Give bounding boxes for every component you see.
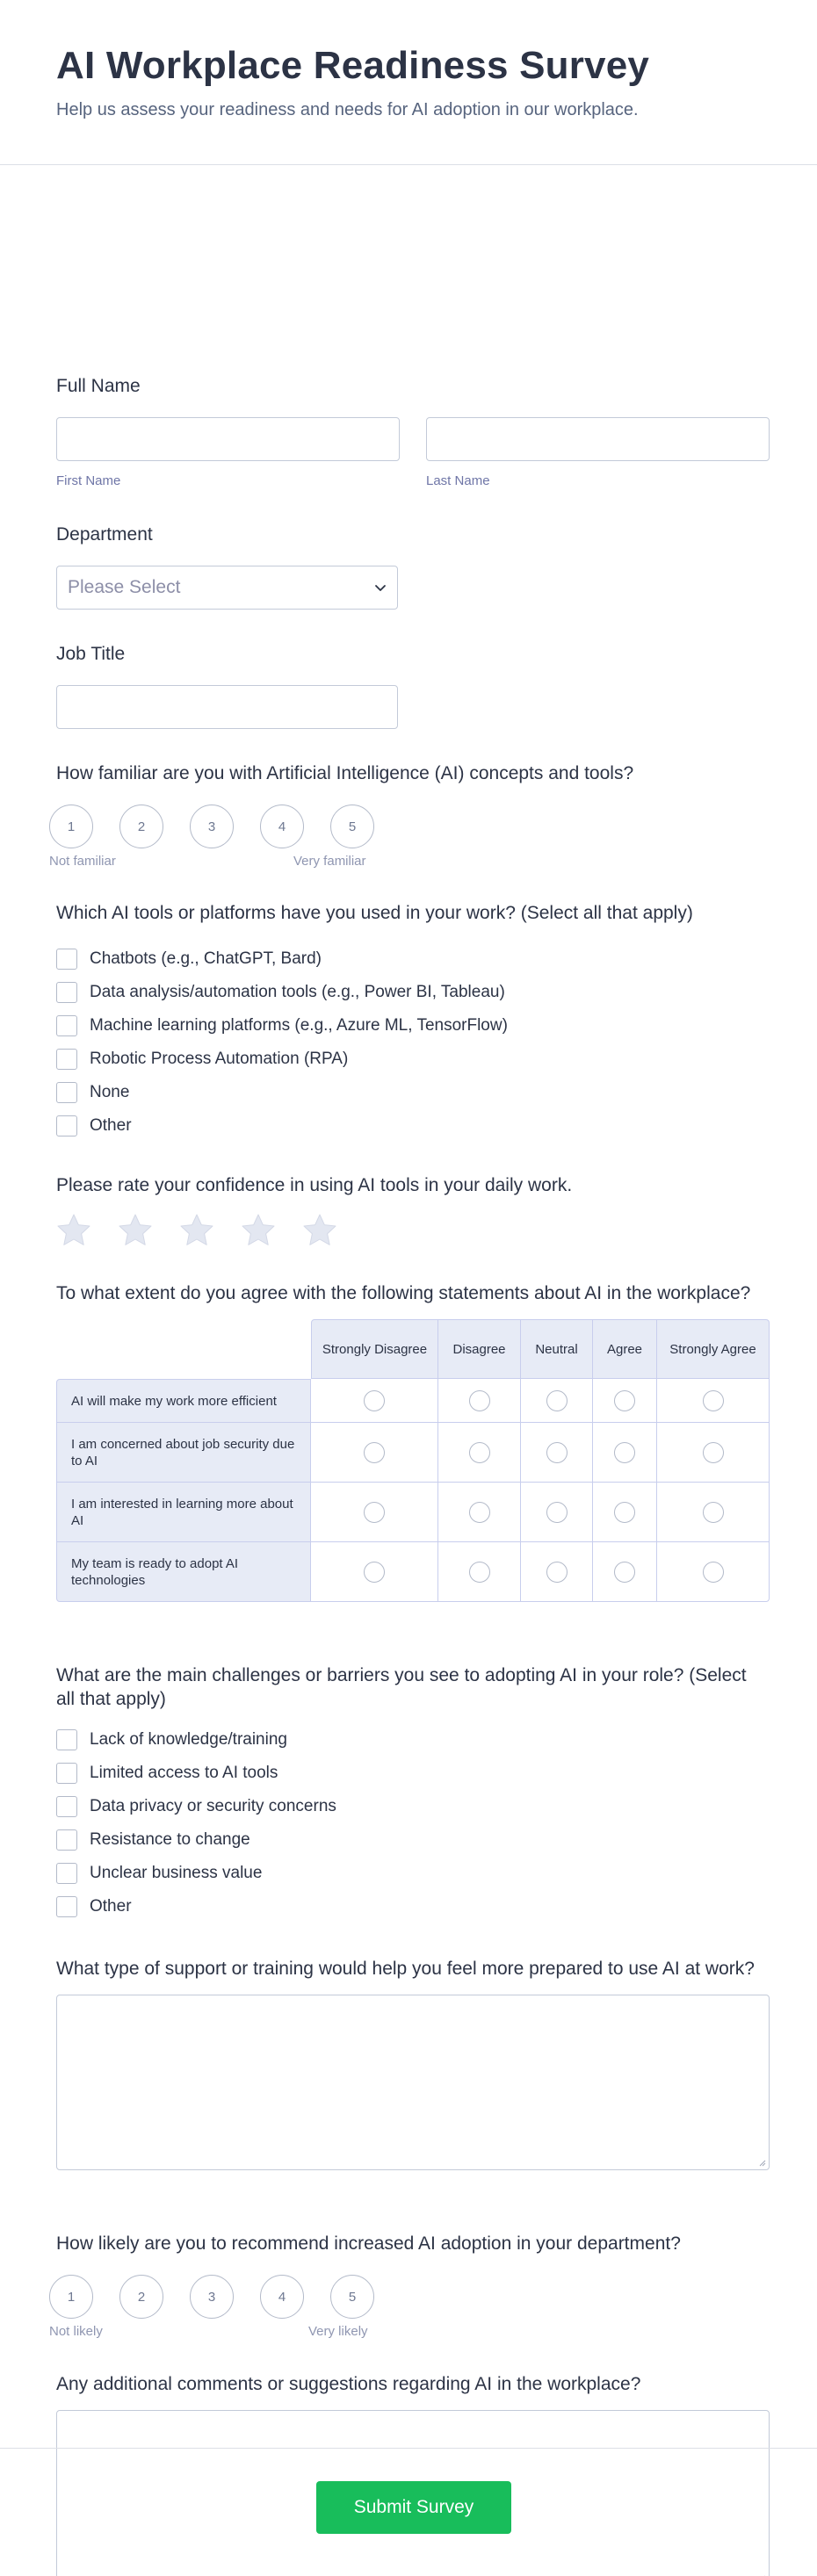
checkbox-option[interactable]: Data privacy or security concerns	[56, 1790, 770, 1823]
checkbox[interactable]	[56, 1049, 77, 1070]
familiarity-label: How familiar are you with Artificial Intelligence (AI) concepts and tools?	[56, 763, 634, 783]
challenges-label: What are the main challenges or barriers you see to adopting AI in your role? (Select all that apply)	[56, 1665, 747, 1709]
radio-button[interactable]	[364, 1562, 385, 1583]
matrix-row-label: My team is ready to adopt AI technologies	[56, 1542, 311, 1602]
matrix-row-label: I am concerned about job security due to AI	[56, 1423, 311, 1483]
checkbox[interactable]	[56, 982, 77, 1003]
matrix-row-label: I am interested in learning more about AI	[56, 1483, 311, 1542]
checkbox[interactable]	[56, 1763, 77, 1784]
checkbox-option[interactable]: Resistance to change	[56, 1823, 770, 1857]
last-name-input[interactable]	[426, 417, 770, 461]
checkbox[interactable]	[56, 1115, 77, 1136]
radio-button[interactable]	[614, 1562, 635, 1583]
form-footer	[0, 2448, 817, 2576]
challenges-question	[56, 1663, 770, 1923]
agreement-label: To what extent do you agree with the following statements about AI in the workplace?	[56, 1283, 751, 1303]
recommend-high-label: Very likely	[308, 2324, 368, 2339]
matrix-column-header: Agree	[593, 1319, 657, 1379]
department-select[interactable]	[56, 566, 398, 610]
radio-button[interactable]	[364, 1390, 385, 1411]
comments-label: Any additional comments or suggestions regarding AI in the workplace?	[56, 2374, 641, 2394]
support-label: What type of support or training would help you feel more prepared to use AI at work?	[56, 1959, 755, 1979]
full-name-label: Full Name	[56, 376, 141, 396]
matrix-row	[56, 1423, 770, 1483]
familiarity-option[interactable]: 5	[330, 805, 374, 848]
checkbox[interactable]	[56, 1896, 77, 1917]
matrix-row	[56, 1483, 770, 1542]
familiarity-question	[49, 761, 770, 871]
radio-button[interactable]	[614, 1442, 635, 1463]
checkbox[interactable]	[56, 1829, 77, 1851]
checkbox-option[interactable]: Machine learning platforms (e.g., Azure ML, TensorFlow)	[56, 1009, 770, 1043]
radio-button[interactable]	[546, 1442, 568, 1463]
star-icon[interactable]	[241, 1213, 276, 1248]
radio-button[interactable]	[469, 1442, 490, 1463]
radio-button[interactable]	[469, 1562, 490, 1583]
job-title-question	[56, 642, 770, 729]
recommend-question	[49, 2232, 770, 2341]
job-title-input[interactable]	[56, 685, 398, 729]
checkbox-option[interactable]: None	[56, 1076, 770, 1109]
checkbox[interactable]	[56, 1729, 77, 1750]
radio-button[interactable]	[703, 1562, 724, 1583]
recommend-option[interactable]: 4	[260, 2275, 304, 2319]
checkbox-option[interactable]: Unclear business value	[56, 1857, 770, 1890]
checkbox-option[interactable]: Other	[56, 1890, 770, 1923]
star-rating	[56, 1213, 770, 1248]
job-title-label: Job Title	[56, 644, 126, 664]
challenges-options	[56, 1723, 770, 1923]
radio-button[interactable]	[703, 1502, 724, 1523]
checkbox-option[interactable]: Limited access to AI tools	[56, 1757, 770, 1790]
matrix-corner	[56, 1319, 311, 1379]
familiarity-high-label: Very familiar	[293, 854, 366, 869]
checkbox[interactable]	[56, 1015, 77, 1036]
familiarity-scale	[49, 805, 770, 848]
star-icon[interactable]	[179, 1213, 214, 1248]
recommend-low-label: Not likely	[49, 2324, 103, 2339]
recommend-option[interactable]: 2	[119, 2275, 163, 2319]
form-title: AI Workplace Readiness Survey	[56, 44, 650, 87]
first-name-input[interactable]	[56, 417, 400, 461]
form-subtitle: Help us assess your readiness and needs for AI adoption in our workplace.	[56, 100, 639, 119]
confidence-label: Please rate your confidence in using AI tools in your daily work.	[56, 1175, 573, 1195]
tools-used-options	[56, 942, 770, 1143]
recommend-label: How likely are you to recommend increased AI adoption in your department?	[56, 2233, 681, 2254]
checkbox[interactable]	[56, 1796, 77, 1817]
resize-handle-icon[interactable]	[757, 2158, 766, 2167]
radio-button[interactable]	[364, 1442, 385, 1463]
agreement-question	[56, 1281, 770, 1602]
checkbox[interactable]	[56, 1863, 77, 1884]
department-placeholder: Please Select	[68, 577, 181, 597]
star-icon[interactable]	[118, 1213, 153, 1248]
radio-button[interactable]	[546, 1502, 568, 1523]
radio-button[interactable]	[469, 1502, 490, 1523]
submit-survey-button[interactable]: Submit Survey	[316, 2481, 511, 2534]
familiarity-option[interactable]: 2	[119, 805, 163, 848]
radio-button[interactable]	[703, 1442, 724, 1463]
radio-button[interactable]	[469, 1390, 490, 1411]
checkbox-option[interactable]: Robotic Process Automation (RPA)	[56, 1043, 770, 1076]
checkbox-option[interactable]: Lack of knowledge/training	[56, 1723, 770, 1757]
matrix-column-header: Strongly Disagree	[311, 1319, 438, 1379]
department-question	[56, 523, 770, 610]
form-header	[0, 0, 817, 165]
familiarity-option[interactable]: 4	[260, 805, 304, 848]
full-name-question	[56, 374, 770, 488]
recommend-option[interactable]: 1	[49, 2275, 93, 2319]
confidence-question	[56, 1173, 770, 1248]
matrix-row-label: AI will make my work more efficient	[56, 1379, 311, 1423]
matrix-row	[56, 1379, 770, 1423]
last-name-sublabel: Last Name	[426, 473, 490, 488]
checkbox[interactable]	[56, 1082, 77, 1103]
familiarity-option[interactable]: 3	[190, 805, 234, 848]
matrix-column-header: Neutral	[521, 1319, 593, 1379]
radio-button[interactable]	[546, 1562, 568, 1583]
checkbox-option[interactable]: Other	[56, 1109, 770, 1143]
matrix-column-header: Disagree	[438, 1319, 521, 1379]
chevron-down-icon	[374, 581, 387, 594]
support-textarea[interactable]	[56, 1995, 770, 2170]
recommend-scale	[49, 2275, 770, 2319]
tools-used-question	[56, 901, 770, 1143]
department-label: Department	[56, 524, 153, 545]
agreement-matrix	[56, 1319, 770, 1602]
support-question	[56, 1957, 770, 2170]
star-icon[interactable]	[56, 1213, 91, 1248]
checkbox-option[interactable]: Data analysis/automation tools (e.g., Power BI, Tableau)	[56, 976, 770, 1009]
matrix-column-header: Strongly Agree	[657, 1319, 770, 1379]
recommend-option[interactable]: 3	[190, 2275, 234, 2319]
checkbox[interactable]	[56, 949, 77, 970]
familiarity-option[interactable]: 1	[49, 805, 93, 848]
tools-used-label: Which AI tools or platforms have you used in your work? (Select all that apply)	[56, 903, 693, 923]
familiarity-low-label: Not familiar	[49, 854, 116, 869]
star-icon[interactable]	[302, 1213, 337, 1248]
radio-button[interactable]	[364, 1502, 385, 1523]
radio-button[interactable]	[703, 1390, 724, 1411]
first-name-sublabel: First Name	[56, 473, 121, 488]
matrix-row	[56, 1542, 770, 1602]
radio-button[interactable]	[614, 1502, 635, 1523]
checkbox-option[interactable]: Chatbots (e.g., ChatGPT, Bard)	[56, 942, 770, 976]
radio-button[interactable]	[546, 1390, 568, 1411]
radio-button[interactable]	[614, 1390, 635, 1411]
recommend-option[interactable]: 5	[330, 2275, 374, 2319]
